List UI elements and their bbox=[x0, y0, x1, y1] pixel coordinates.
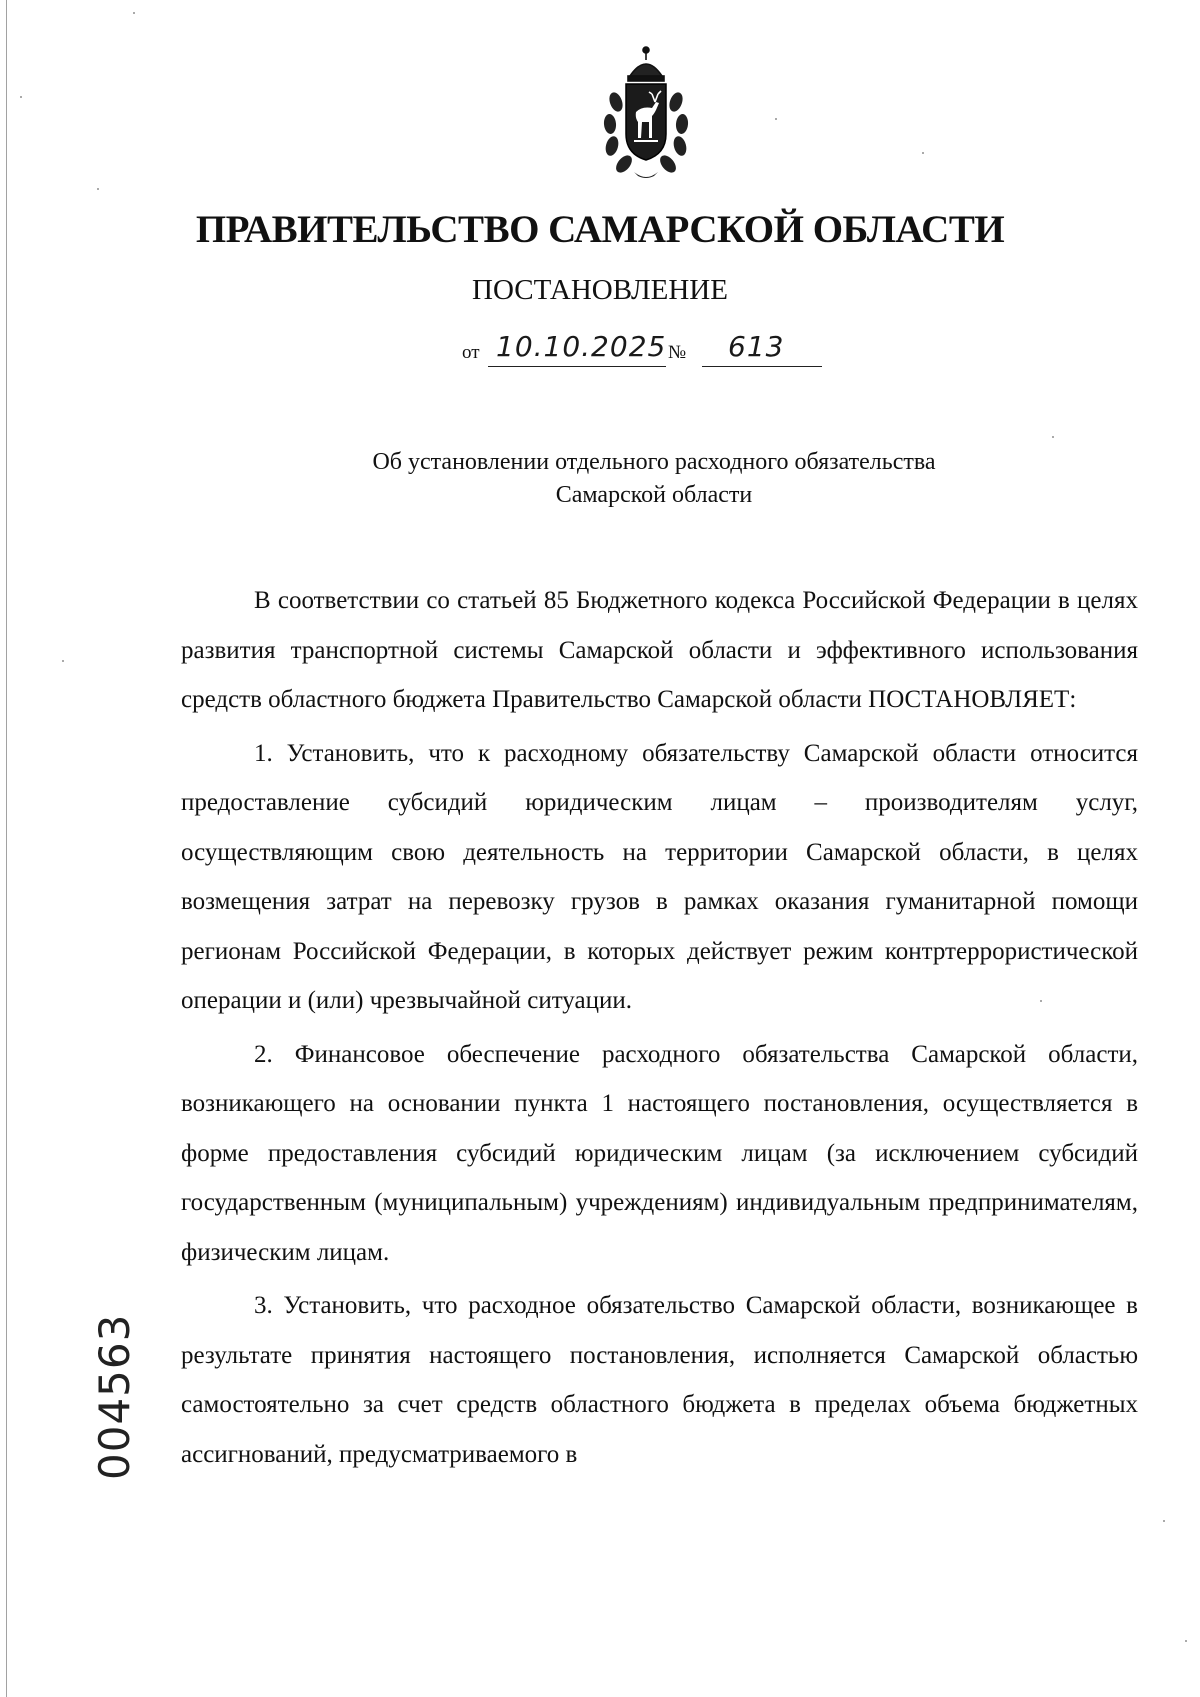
subject-line-2: Самарской области bbox=[555, 482, 753, 508]
scan-speck bbox=[775, 118, 777, 120]
scan-speck bbox=[62, 660, 64, 662]
document-body bbox=[181, 576, 1138, 1483]
scan-speck bbox=[922, 152, 924, 154]
document-subject bbox=[0, 446, 1200, 512]
date-underline bbox=[488, 366, 666, 367]
document-type: ПОСТАНОВЛЕНИЕ bbox=[472, 274, 728, 306]
scan-speck bbox=[1052, 436, 1054, 438]
organization-title: ПРАВИТЕЛЬСТВО САМАРСКОЙ ОБЛАСТИ bbox=[195, 208, 1005, 251]
number-underline bbox=[702, 366, 822, 367]
scan-speck bbox=[1163, 1520, 1165, 1522]
scan-speck bbox=[20, 96, 22, 98]
clause-1: 1. Установить, что к расходному обязательству Самарской области относится предоставление субсидий юридическим лицам – производителям услуг, осуществляющим свою деятельность на территории Самарской области, в целях возмещения затрат на перевозку грузов в рамках оказания гуманитарной помощи регионам Российской Федерации, в которых действует режим контртеррористической операции и (или) чрезвычайной ситуации. bbox=[181, 739, 1138, 1014]
samara-coat-of-arms-icon bbox=[596, 42, 696, 184]
date-prefix: от bbox=[462, 342, 480, 363]
subject-line-1: Об установлении отдельного расходного обязательства bbox=[372, 449, 936, 475]
margin-serial-number: 004563 bbox=[90, 1313, 139, 1480]
preamble-paragraph: В соответствии со статьей 85 Бюджетного кодекса Российской Федерации в целях развития транспортной системы Самарской области и эффективного использования средств областного бюджета Правительство Самарской области ПОСТАНОВЛЯЕТ: bbox=[181, 587, 1138, 713]
scan-speck bbox=[1185, 1640, 1187, 1642]
handwritten-number: 613 bbox=[728, 330, 785, 363]
clause-3: 3. Установить, что расходное обязательство Самарской области, возникающее в результате принятия настоящего постановления, исполняется Самарской областью самостоятельно за счет средств областного бюджета в пределах объема бюджетных ассигнований, предусматриваемого в bbox=[181, 1292, 1138, 1468]
number-prefix: № bbox=[668, 342, 687, 363]
scan-edge bbox=[6, 0, 7, 1697]
scan-speck bbox=[133, 12, 135, 14]
scan-speck bbox=[97, 188, 99, 190]
handwritten-date: 10.10.2025 bbox=[496, 330, 667, 363]
clause-2: 2. Финансовое обеспечение расходного обязательства Самарской области, возникающего на основании пункта 1 настоящего постановления, осуществляется в форме предоставления субсидий юридическим лицам (за исключением субсидий государственным (муниципальным) учреждениям) индивидуальным предпринимателям, физическим лицам. bbox=[181, 1040, 1138, 1266]
